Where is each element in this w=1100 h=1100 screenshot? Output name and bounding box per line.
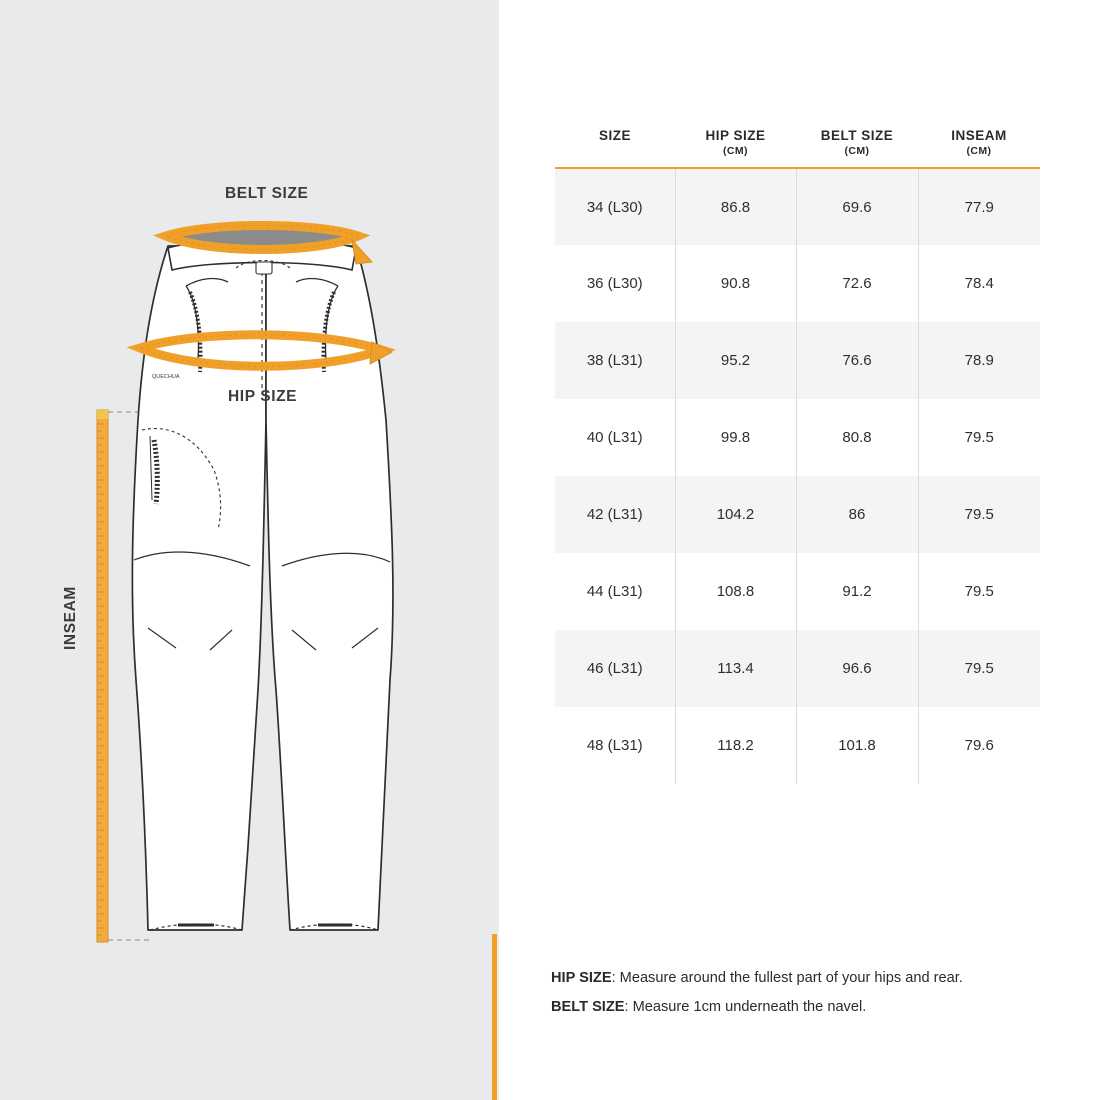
- table-row: [555, 168, 1040, 245]
- hip-size-label: HIP SIZE: [228, 388, 298, 405]
- brand-label: QUECHUA: [152, 374, 180, 380]
- inseam-label: INSEAM: [62, 586, 79, 650]
- cell-hip: 99.8: [675, 399, 796, 476]
- table-header-row: [555, 128, 1040, 168]
- inseam-tape-icon: [97, 410, 108, 942]
- note-hip: [551, 968, 1071, 989]
- column-header-size: SIZE: [555, 128, 675, 168]
- cell-inseam: 79.6: [964, 737, 994, 754]
- cell-belt: 91.2: [796, 553, 918, 630]
- cell-hip: 113.4: [675, 630, 796, 707]
- cell-size: 34 (L30): [555, 168, 675, 245]
- table-row: [555, 245, 1040, 322]
- cell-size: 46 (L31): [555, 630, 675, 707]
- cell-hip: 108.8: [675, 553, 796, 630]
- table-row: [555, 399, 1040, 476]
- column-header-belt: BELT SIZE (CM): [796, 128, 918, 168]
- cell-size: 36 (L30): [555, 245, 675, 322]
- cell-hip: 118.2: [675, 707, 796, 784]
- measurement-notes: [551, 968, 1071, 1026]
- table-row: [555, 553, 1040, 630]
- cell-inseam: 79.5: [964, 583, 994, 600]
- column-header-inseam: INSEAM (CM): [918, 128, 1040, 168]
- cell-hip: 95.2: [675, 322, 796, 399]
- table-row: [555, 630, 1040, 707]
- accent-bar: [492, 934, 497, 1100]
- trousers-outline: [132, 246, 393, 930]
- cell-size: 44 (L31): [555, 553, 675, 630]
- cell-belt: 101.8: [796, 707, 918, 784]
- cell-belt: 80.8: [796, 399, 918, 476]
- cell-belt: 69.6: [796, 168, 918, 245]
- cell-belt: 86: [796, 476, 918, 553]
- cell-inseam: 77.9: [918, 168, 1040, 245]
- size-table-wrap: [555, 128, 1040, 784]
- belt-size-label: BELT SIZE: [225, 185, 309, 202]
- size-table-panel: [499, 0, 1100, 1100]
- cell-hip: 104.2: [675, 476, 796, 553]
- cell-hip: 86.8: [675, 168, 796, 245]
- table-row: [555, 707, 1040, 784]
- cell-inseam: 78.4: [964, 275, 994, 292]
- note-hip-term: HIP SIZE: [551, 970, 612, 986]
- column-header-hip: HIP SIZE (CM): [675, 128, 796, 168]
- cell-size: 38 (L31): [555, 322, 675, 399]
- table-row: [555, 322, 1040, 399]
- cell-inseam: 79.5: [918, 476, 1040, 553]
- cell-belt: 76.6: [796, 322, 918, 399]
- cell-inseam: 79.5: [964, 429, 994, 446]
- cell-inseam: 79.5: [918, 630, 1040, 707]
- cell-belt: 96.6: [796, 630, 918, 707]
- cell-size: 40 (L31): [555, 399, 675, 476]
- note-belt-term: BELT SIZE: [551, 999, 625, 1016]
- cell-size: 48 (L31): [555, 707, 675, 784]
- cell-inseam: 78.9: [918, 322, 1040, 399]
- illustration-panel: [0, 0, 499, 1100]
- size-table: [555, 128, 1040, 784]
- note-belt-text: : Measure 1cm underneath the navel.: [624, 999, 867, 1016]
- table-row: [555, 476, 1040, 553]
- note-belt: [551, 997, 1071, 1018]
- cell-belt: 72.6: [796, 245, 918, 322]
- cell-hip: 90.8: [675, 245, 796, 322]
- note-hip-text: : Measure around the fullest part of your hips and rear.: [611, 970, 963, 986]
- cell-size: 42 (L31): [555, 476, 675, 553]
- trousers-diagram: [0, 0, 499, 1100]
